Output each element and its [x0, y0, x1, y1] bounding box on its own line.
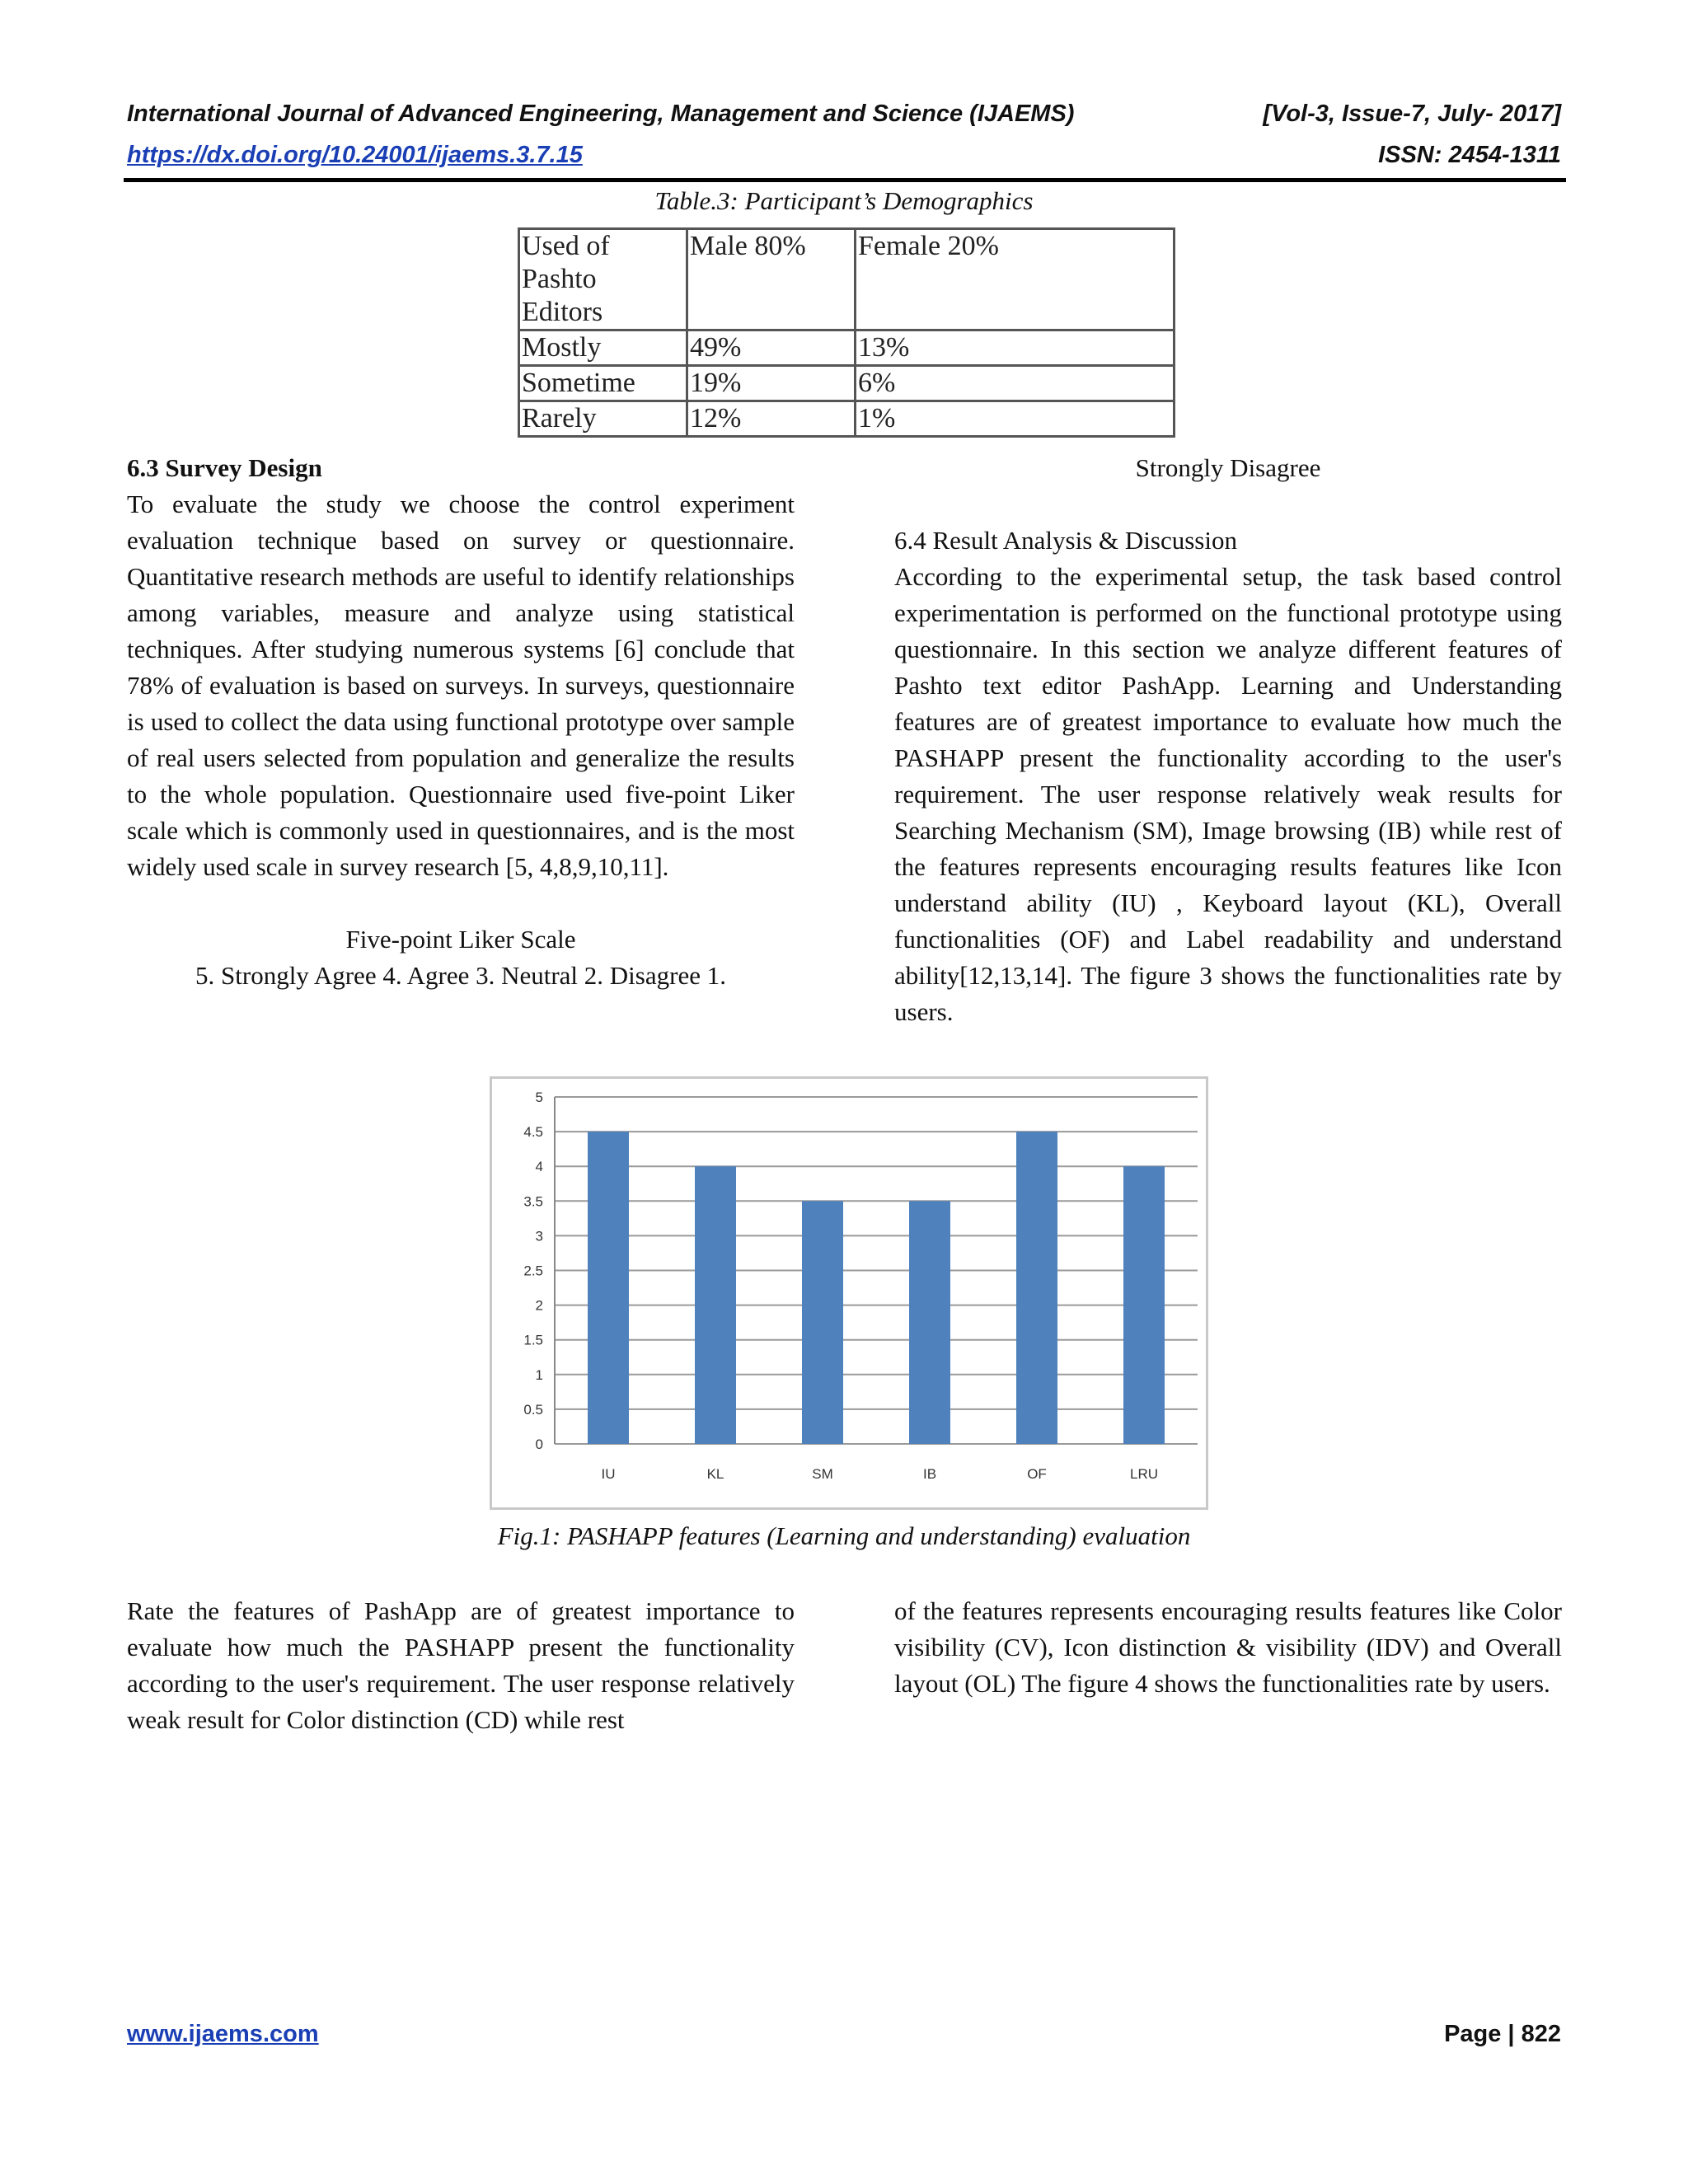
survey-design-paragraph: To evaluate the study we choose the control experiment evaluation technique based on survey or questionnaire. Quantitative research methods are useful to identify relationships among variables, measure and analyze using statistical techniques. After studying numerous systems [6] conclude that 78% of evaluation is based on surveys. In surveys, questionnaire is used to collect the data using functional prototype over sample of real users selected from population and generalize the results to the whole population. Questionnaire used five-point Liker scale which is commonly used in questionnaires, and is the most widely used scale in survey research [5, 4,8,9,10,11]. [127, 490, 795, 881]
result-analysis-paragraph: According to the experimental setup, the task based control experimentation is performed on the functional prototype using questionnaire. In this section we analyze different features of Pashto text editor PashApp. Learning and Understanding features are of greatest importance to evaluate how much the PASHAPP present the functionality according to the user's requirement. The user response relatively weak results for Searching Mechanism (SM), Image browsing (IB) while rest of the features represents encouraging results features like Icon understand ability (IU) , Keyboard layout (KL), Overall functionalities (OF) and Label readability and understand ability[12,13,14]. The figure 3 shows the functionalities rate by users. [894, 562, 1562, 1026]
x-tick-label: KL [706, 1466, 724, 1482]
scale-continued: Strongly Disagree [1135, 453, 1321, 482]
table3-caption: Table.3: Participant’s Demographics [654, 186, 1034, 215]
table-cell: 1% [856, 401, 1175, 437]
table-row [519, 366, 1175, 401]
y-tick-label: 2 [535, 1297, 543, 1314]
table-cell: Mostly [519, 330, 687, 366]
bottom-left-paragraph: Rate the features of PashApp are of greatest importance to evaluate how much the PASHAPP present the functionality according to the user's requirement. The user response relatively weak result for Color distinction (CD) while rest [127, 1596, 795, 1734]
table-header-cell: Female 20% [856, 229, 1175, 330]
issn: ISSN: 2454-1311 [1378, 142, 1561, 168]
doi-link[interactable]: https://dx.doi.org/10.24001/ijaems.3.7.15 [127, 142, 583, 168]
y-tick-label: 2.5 [523, 1263, 543, 1279]
section-title-6-4: 6.4 Result Analysis & Discussion [894, 526, 1237, 555]
y-tick-label: 4.5 [523, 1124, 543, 1141]
bar-chart [492, 1079, 1206, 1507]
table-cell: Rarely [519, 401, 687, 437]
table-header-row [519, 229, 1175, 330]
section-title-6-3: 6.3 Survey Design [127, 453, 322, 482]
right-column [894, 450, 1562, 1030]
bar [588, 1132, 629, 1444]
scale-title: Five-point Liker Scale [345, 925, 576, 954]
figure1-chart [490, 1076, 1208, 1510]
header-rule [124, 178, 1566, 182]
x-tick-label: IB [922, 1466, 937, 1482]
table-row [519, 330, 1175, 366]
y-tick-label: 3 [535, 1228, 543, 1244]
bar [695, 1166, 736, 1444]
site-link[interactable]: www.ijaems.com [127, 2021, 319, 2047]
table-header-cell: Male 80% [687, 229, 856, 330]
table-cell: 19% [687, 366, 856, 401]
y-tick-label: 4 [535, 1159, 543, 1175]
table-cell: 13% [856, 330, 1175, 366]
table-cell: 6% [856, 366, 1175, 401]
volume-info: [Vol-3, Issue-7, July- 2017] [1263, 101, 1561, 127]
table-header-cell: Used of Pashto Editors [519, 229, 687, 330]
y-tick-label: 0 [535, 1436, 543, 1452]
bar [802, 1201, 843, 1444]
y-tick-label: 5 [535, 1090, 543, 1105]
page-number: Page | 822 [1444, 2021, 1561, 2047]
x-tick-label: SM [812, 1466, 833, 1482]
left-column [127, 450, 795, 994]
x-tick-label: LRU [1129, 1466, 1159, 1482]
y-tick-label: 3.5 [523, 1193, 543, 1210]
x-tick-label: OF [1027, 1466, 1047, 1482]
bar [1123, 1166, 1165, 1444]
table-row [519, 401, 1175, 437]
bar [909, 1201, 950, 1444]
table-cell: 49% [687, 330, 856, 366]
demographics-table [518, 227, 1175, 438]
y-tick-label: 0.5 [523, 1401, 543, 1418]
table-cell: 12% [687, 401, 856, 437]
footer-site[interactable] [127, 2021, 319, 2048]
x-tick-label: IU [601, 1466, 616, 1482]
bar [1016, 1132, 1057, 1444]
bottom-right-paragraph: of the features represents encouraging results features like Color visibility (CV), Icon distinction & visibility (IDV) and Overall layout (OL) The figure 4 shows the functionalities rate by users. [894, 1596, 1562, 1698]
journal-title: International Journal of Advanced Engineering, Management and Science (IJAEMS) [127, 101, 1075, 127]
figure1-caption: Fig.1: PASHAPP features (Learning and understanding) evaluation [497, 1521, 1191, 1550]
y-tick-label: 1 [535, 1366, 543, 1383]
scale-line: 5. Strongly Agree 4. Agree 3. Neutral 2. Disagree 1. [195, 961, 726, 990]
table-cell: Sometime [519, 366, 687, 401]
y-tick-label: 1.5 [523, 1332, 543, 1348]
